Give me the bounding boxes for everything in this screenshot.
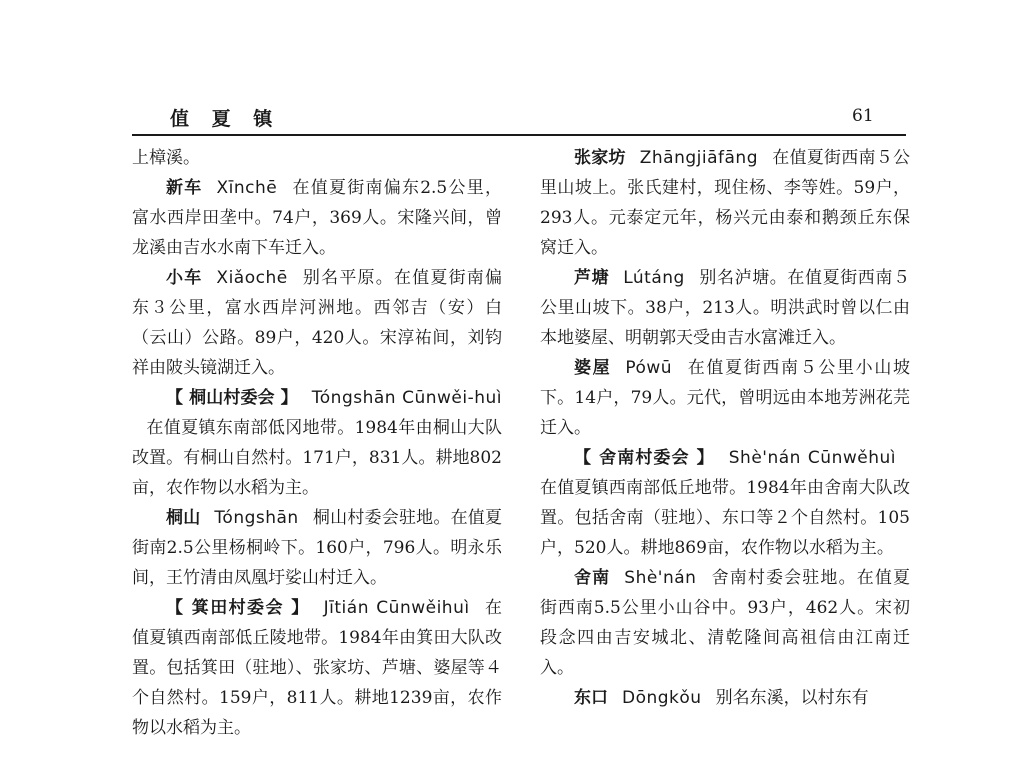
gazetteer-entry [132, 503, 502, 593]
entry-pinyin: Jītián Cūnwěihuì [323, 598, 470, 618]
continuation-text: 上樟溪。 [132, 148, 200, 168]
entry-pinyin: Xiǎochē [216, 268, 288, 288]
entry-term: 【 箕田村委会 】 [166, 598, 310, 618]
right-column [540, 143, 910, 713]
entry-term: 张家坊 [574, 148, 626, 168]
entry-text: 桐山村委会驻地。在值夏街南2.5公里杨桐岭下。160户，796人。明永乐间，王竹清由凤凰圩娑山村迁入。 [132, 508, 503, 588]
entry-term: 【 舍南村委会 】 [574, 448, 715, 468]
gazetteer-entry [540, 263, 910, 353]
gazetteer-entry [540, 443, 910, 563]
entry-pinyin: Tóngshān [214, 508, 299, 528]
left-column [132, 143, 502, 743]
entry-pinyin: Tóngshān Cūnwěi-huì [311, 388, 502, 408]
page-number: 61 [852, 106, 874, 126]
gazetteer-entry [540, 353, 910, 443]
entry-term: 芦塘 [574, 268, 610, 288]
gazetteer-entry [132, 383, 502, 503]
entry-text: 别名东溪，以村东有 [715, 688, 869, 708]
entry-pinyin: Shè'nán Cūnwěhuì [728, 448, 896, 468]
gazetteer-entry [540, 683, 910, 713]
entry-text: 在值夏街南偏东2.5公里，富水西岸田垄中。74户，369人。宋隆兴间，曾龙溪由吉水水南下车迁入。 [132, 178, 502, 258]
gazetteer-entry [132, 173, 502, 263]
entry-text: 在值夏镇西南部低丘地带。1984年由舍南大队改置。包括舍南（驻地）、东口等２个自然村。105户，520人。耕地869亩，农作物以水稻为主。 [540, 478, 910, 558]
entry-term: 婆屋 [574, 358, 612, 378]
gazetteer-entry [540, 143, 910, 263]
entry-term: 桐山 [166, 508, 201, 528]
running-header-title: 值 夏 镇 [170, 108, 281, 130]
entry-pinyin: Xīnchē [216, 178, 278, 198]
entry-text: 在值夏镇东南部低冈地带。1984年由桐山大队改置。有桐山自然村。171户，831人。耕地802亩，农作物以水稻为主。 [132, 418, 502, 498]
gazetteer-entry [540, 563, 910, 683]
entry-pinyin: Dōngkǒu [622, 688, 702, 708]
entry-text: 别名泸塘。在值夏街西南５公里山坡下。38户，213人。明洪武时曾以仁由本地婆屋、明朝郭天受由吉水富滩迁入。 [540, 268, 911, 348]
entry-text: 在值夏街西南５公里山坡上。张氏建村，现住杨、李等姓。59户，293人。元泰定元年，杨兴元由泰和鹅颈丘东保窝迁入。 [540, 148, 910, 258]
entry-pinyin: Lútáng [623, 268, 685, 288]
gazetteer-entry [132, 593, 502, 743]
entry-term: 东口 [574, 688, 608, 708]
entry-pinyin: Pówū [625, 358, 673, 378]
entry-text: 在值夏街西南５公里小山坡下。14户，79人。元代，曾明远由本地芳洲花芫迁入。 [540, 358, 911, 438]
gazetteer-entry [132, 263, 502, 383]
header-rule [132, 134, 906, 136]
entry-text: 舍南村委会驻地。在值夏街西南5.5公里小山谷中。93户，462人。宋初段念四由吉安城北、清乾隆间高祖信由江南迁入。 [540, 568, 910, 678]
entry-term: 【 桐山村委会 】 [166, 388, 298, 408]
entry-text: 在值夏镇西南部低丘陵地带。1984年由箕田大队改置。包括箕田（驻地）、张家坊、芦塘、婆屋等４个自然村。159户，811人。耕地1239亩，农作物以水稻为主。 [132, 598, 503, 738]
entry-term: 小车 [166, 268, 203, 288]
entry-pinyin: Zhāngjiāfāng [639, 148, 758, 168]
entry-text: 别名平原。在值夏街南偏东３公里，富水西岸河洲地。西邻吉（安）白（云山）公路。89户，420人。宋淳祐间，刘钧祥由陂头镜湖迁入。 [132, 268, 503, 378]
entry-term: 舍南 [574, 568, 611, 588]
entry-term: 新车 [166, 178, 203, 198]
entry-pinyin: Shè'nán [624, 568, 697, 588]
